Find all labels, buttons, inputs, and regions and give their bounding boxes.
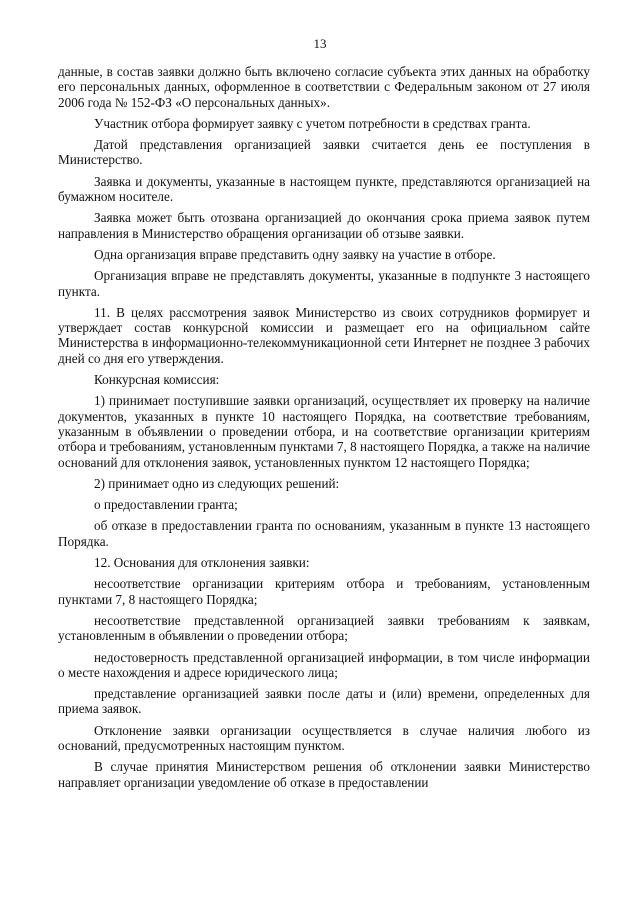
paragraph-personal-data-consent: данные, в состав заявки должно быть включено согласие субъекта этих данных на обработку его персональных данных, оформленное в соответствии с Федеральным законом от 27 июля 2006 года № 152-ФЗ «О персональных данных». xyxy=(58,64,590,110)
paragraph-ground-requirements: несоответствие представленной организацией заявки требованиям к заявкам, установленным в объявлении о проведении отбора; xyxy=(58,612,590,644)
paragraph-ground-false-info: недостоверность представленной организацией информации, в том числе информации о месте нахождения и адресе юридического лица; xyxy=(58,649,590,680)
paragraph-grant-needs: Участник отбора формирует заявку с учетом потребности в средствах гранта. xyxy=(94,115,531,131)
paragraph-ground-late: представление организацией заявки после даты и (или) времени, определенных для приема заявок. xyxy=(58,686,590,717)
paragraph-ground-criteria: несоответствие организации критериям отбора и требованиям, установленным пунктами 7, 8 настоящего Порядка; xyxy=(58,576,590,607)
paragraph-withdrawal: Заявка может быть отозвана организацией до окончания срока приема заявок путем направления в Министерство обращения организации об отзыве заявки. xyxy=(58,210,590,241)
paragraph-item-11: 11. В целях рассмотрения заявок Министерство из своих сотрудников формирует и утверждает состав конкурсной комиссии и размещает его на официальном сайте Министерства в информационно-телекоммуникационной сети Интернет не позднее 3 рабочих дней со дня его утверждения. xyxy=(58,304,590,366)
paragraph-one-application: Одна организация вправе представить одну заявку на участие в отборе. xyxy=(94,246,496,262)
paragraph-commission-duty-2: 2) принимает одно из следующих решений: xyxy=(94,475,340,491)
paragraph-commission-duty-1: 1) принимает поступившие заявки организаций, осуществляет их проверку на наличие документов, указанных в пункте 10 настоящего Порядка, на соответствие требованиям, указанным в объявлении о проведении отбора, и на соответствие организации критериям отбора и требованиям, установленным пунктами 7, 8 настоящего Порядка, а также на наличие оснований для отклонения заявок, установленных пунктом 12 настоящего Порядка; xyxy=(58,393,590,470)
paragraph-decision-refusal: об отказе в предоставлении гранта по основаниям, указанным в пункте 13 настоящего Порядка. xyxy=(58,518,590,549)
document-body xyxy=(58,64,590,790)
paragraph-item-12: 12. Основания для отклонения заявки: xyxy=(94,555,310,571)
paragraph-decision-grant: о предоставлении гранта; xyxy=(94,497,238,513)
paragraph-submission-date: Датой представления организацией заявки считается день ее поступления в Министерство. xyxy=(58,137,590,168)
paragraph-optional-documents: Организация вправе не представлять документы, указанные в подпункте 3 настоящего пункта. xyxy=(58,268,590,299)
paragraph-paper-form: Заявка и документы, указанные в настоящем пункте, представляются организацией на бумажном носителе. xyxy=(58,173,590,205)
paragraph-rejection-notice: В случае принятия Министерством решения об отклонении заявки Министерство направляет организации уведомление об отказе в предоставлении xyxy=(58,759,590,790)
paragraph-commission-heading: Конкурсная комиссия: xyxy=(94,372,220,388)
page-number: 13 xyxy=(313,36,327,51)
paragraph-rejection-rule: Отклонение заявки организации осуществляется в случае наличия любого из оснований, предусмотренных настоящим пунктом. xyxy=(58,722,590,753)
